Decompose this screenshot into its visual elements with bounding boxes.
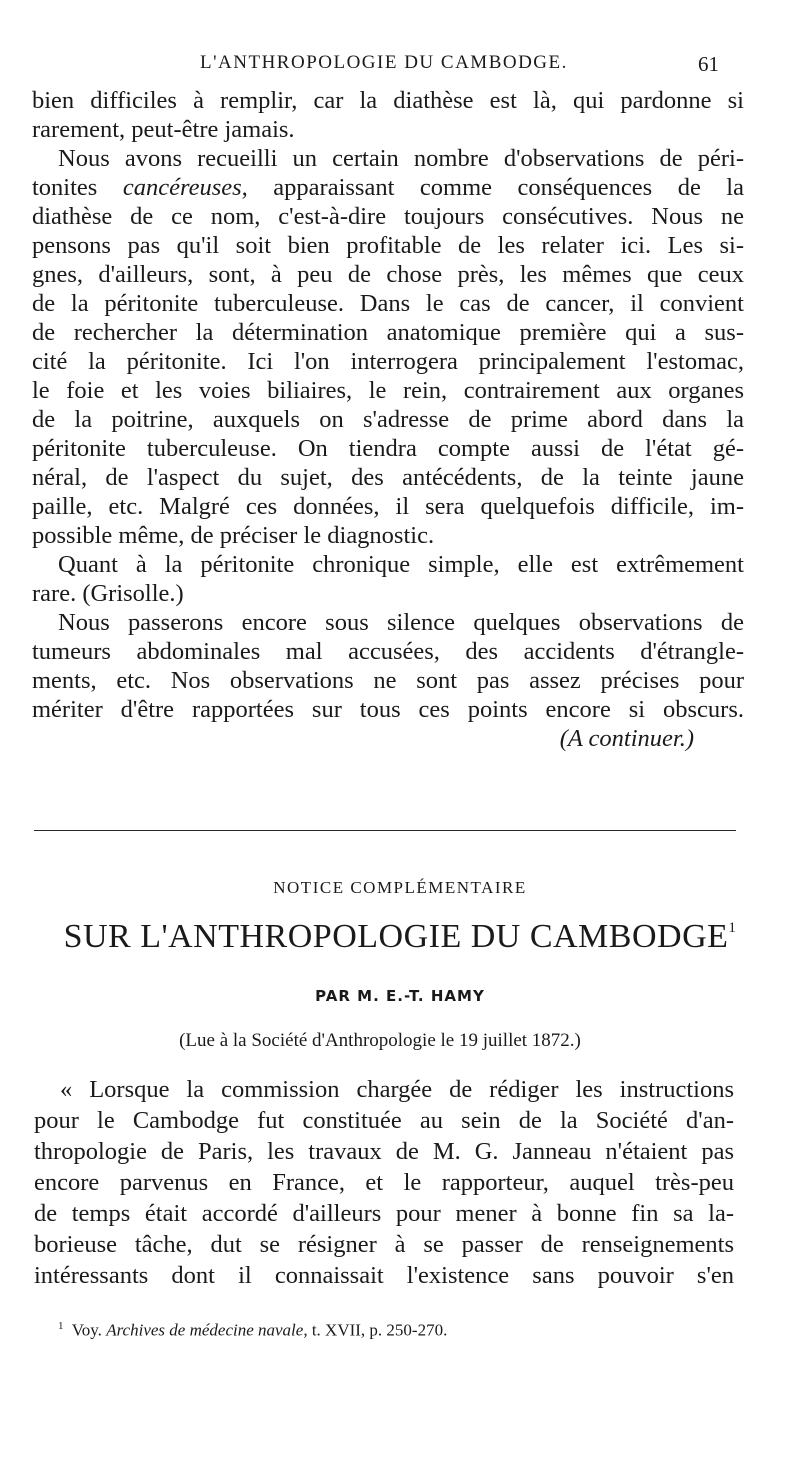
- running-head: [0, 52, 800, 82]
- text-line: néral, de l'aspect du sujet, des antécédents, de la teinte jaune: [32, 464, 744, 491]
- text-line: Quant à la péritonite chronique simple, elle est extrêmement: [58, 551, 744, 578]
- text-line: pour le Cambodge fut constituée au sein de la Société d'an-: [34, 1107, 734, 1134]
- running-title: L'ANTHROPOLOGIE DU CAMBODGE.: [200, 52, 568, 73]
- text-line: Nous passerons encore sous silence quelques observations de: [58, 609, 744, 636]
- text-line: pensons pas qu'il soit bien profitable de les relater ici. Les si-: [32, 232, 744, 259]
- page-number: 61: [698, 52, 719, 76]
- footnote-reference-text: t. XVII, p. 250-270.: [311, 1320, 448, 1340]
- continuation-note: (A continuer.): [559, 725, 694, 752]
- text-line: de la péritonite tuberculeuse. Dans le cas de cancer, il convient: [32, 290, 744, 317]
- footnote-reference: 1: [728, 920, 737, 936]
- text-line: de temps était accordé d'ailleurs pour mener à bonne fin sa la-: [34, 1200, 734, 1227]
- text-line: tumeurs abdominales mal accusées, des accidents d'étrangle-: [32, 638, 744, 665]
- text-line: cité la péritonite. Ici l'on interrogera principalement l'estomac,: [32, 348, 744, 375]
- text-line: ments, etc. Nos observations ne sont pas assez précises pour: [32, 667, 744, 694]
- footnote: $^1$ Voy. Archives de médecine navale, t. XVII, p. 250-270.: [58, 1320, 448, 1340]
- text-line: « Lorsque la commission chargée de rédiger les instructions: [60, 1076, 734, 1103]
- text-line: possible même, de préciser le diagnostic.: [32, 522, 435, 549]
- italic-term: cancéreuses,: [122, 174, 248, 201]
- text-line: paille, etc. Malgré ces données, il sera quelquefois difficile, im-: [32, 493, 744, 520]
- text-line: péritonite tuberculeuse. On tiendra compte aussi de l'état gé-: [32, 435, 744, 462]
- text-line: tonites cancéreuses, apparaissant comme conséquences de la: [32, 174, 744, 201]
- text-line: gnes, d'ailleurs, sont, à peu de chose près, les mêmes que ceux: [32, 261, 744, 288]
- text-line: encore parvenus en France, et le rapporteur, auquel très-peu: [34, 1169, 734, 1196]
- text-line: le foie et les voies biliaires, le rein, contrairement aux organes: [32, 377, 744, 404]
- reading-note: (Lue à la Société d'Anthropologie le 19 juillet 1872.): [179, 1030, 581, 1051]
- text-line: mériter d'être rapportées sur tous ces points encore si obscurs.: [32, 696, 744, 723]
- text-line: thropologie de Paris, les travaux de M. G. Janneau n'étaient pas: [34, 1138, 734, 1165]
- text-line: de rechercher la détermination anatomique première qui a sus-: [32, 319, 744, 346]
- text-line: Nous avons recueilli un certain nombre d'observations de péri-: [58, 145, 744, 172]
- footnote-source: Archives de médecine navale,: [106, 1320, 308, 1340]
- notice-text: [34, 1074, 734, 1291]
- text-line: diathèse de ce nom, c'est-à-dire toujours consécutives. Nous ne: [32, 203, 744, 230]
- footnote-mark: 1: [58, 1320, 64, 1332]
- previous-article-text: [32, 86, 744, 753]
- text-line: rare. (Grisolle.): [32, 580, 184, 607]
- text-line: bien difficiles à remplir, car la diathèse est là, qui pardonne si: [32, 87, 744, 114]
- article-title: SUR L'ANTHROPOLOGIE DU CAMBODGE$^1$: [63, 918, 737, 955]
- text-line: de la poitrine, auxquels on s'adresse de prime abord dans la: [32, 406, 744, 433]
- text-line: borieuse tâche, dut se résigner à se passer de renseignements: [34, 1231, 734, 1258]
- section-divider: [34, 830, 736, 831]
- text-line: rarement, peut-être jamais.: [32, 116, 295, 143]
- notice-kicker: NOTICE COMPLÉMENTAIRE: [273, 878, 527, 897]
- text-line: intéressants dont il connaissait l'existence sans pouvoir s'en: [34, 1262, 734, 1289]
- author-byline: PAR M. E.-T. HAMY: [315, 987, 485, 1005]
